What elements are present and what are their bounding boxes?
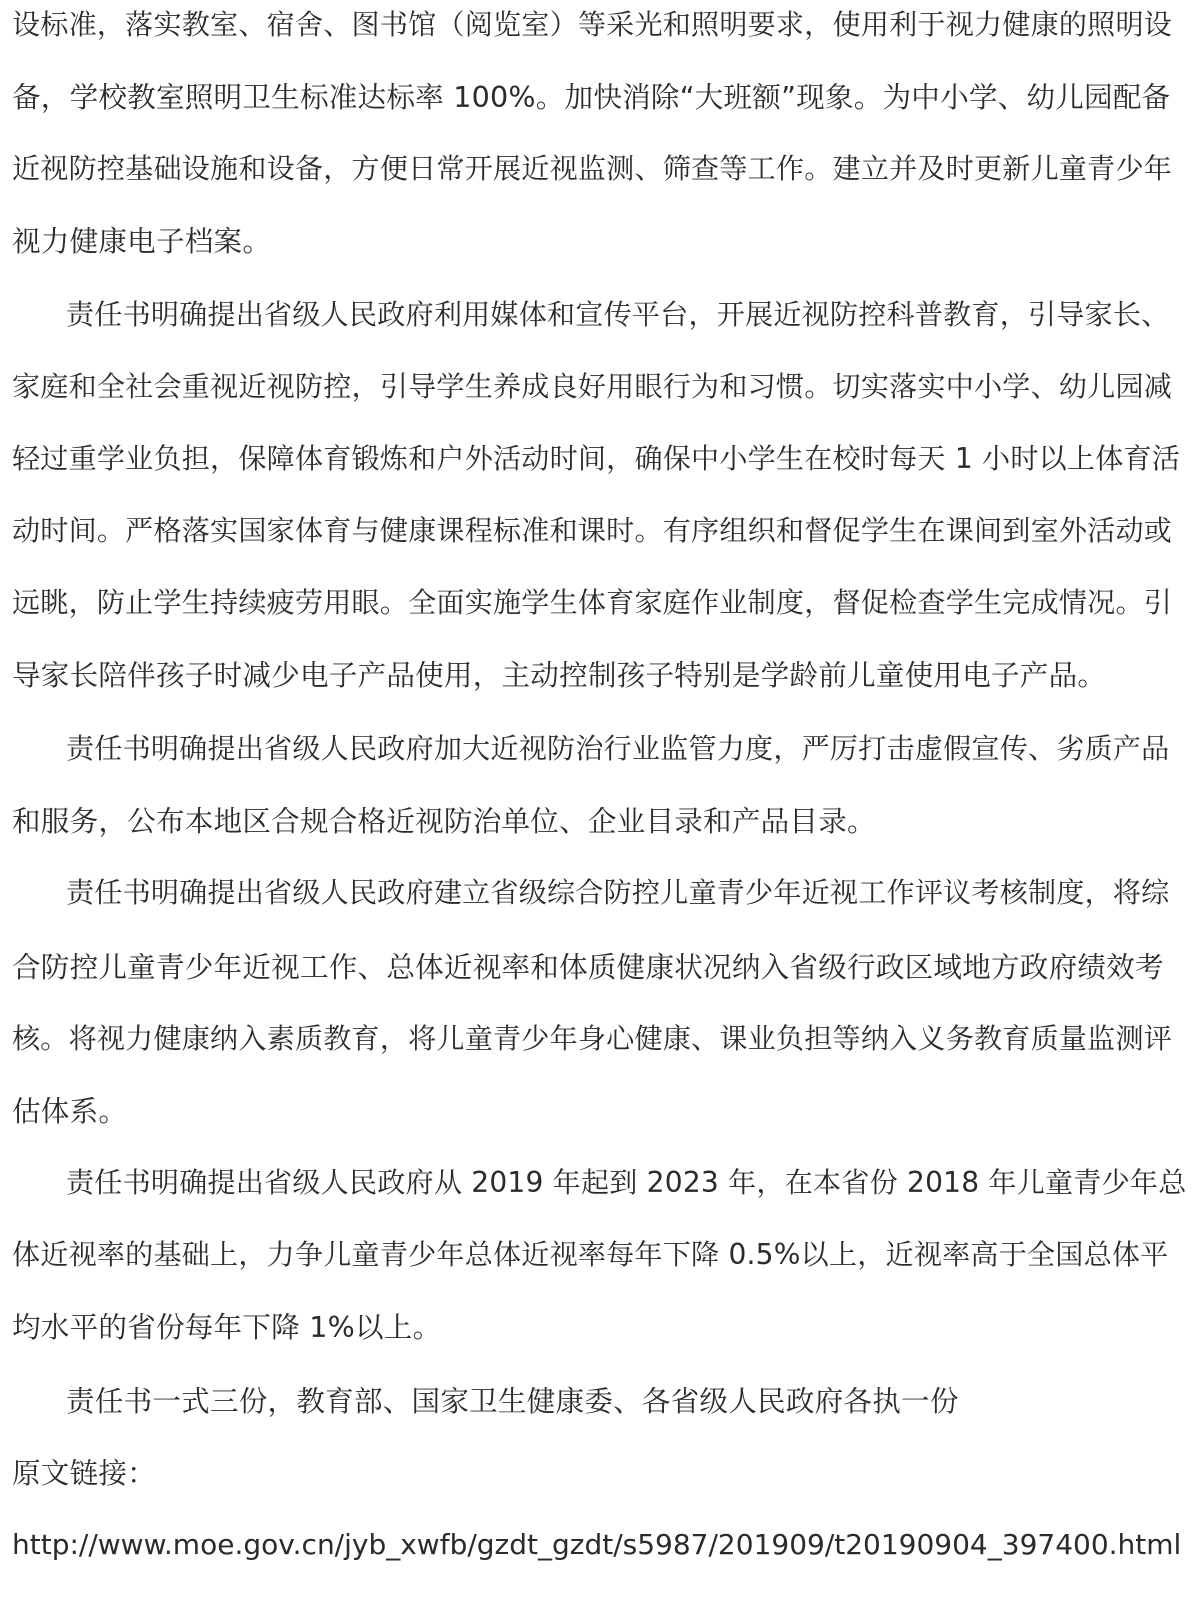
source-link[interactable]: http://www.moe.gov.cn/jyb_xwfb/gzdt_gzdt/s5987/201909/t20190904_397400.html (12, 1528, 1182, 1561)
text-line: 核。将视力健康纳入素质教育，将儿童青少年身心健康、课业负担等纳入义务教育质量监测评 (12, 1022, 1173, 1055)
text-line: 轻过重学业负担，保障体育锻炼和户外活动时间，确保中小学生在校时每天 1 小时以上体育活 (12, 442, 1181, 475)
text-line: 均水平的省份每年下降 1%以上。 (12, 1310, 442, 1344)
text-line: 和服务，公布本地区合规合格近视防治单位、企业目录和产品目录。 (12, 804, 876, 838)
text-line: 设标准，落实教室、宿舍、图书馆（阅览室）等采光和照明要求，使用利于视力健康的照明设 (12, 8, 1173, 41)
text-line: 责任书一式三份，教育部、国家卫生健康委、各省级人民政府各执一份 (66, 1384, 959, 1418)
text-line: 近视防控基础设施和设备，方便日常开展近视监测、筛查等工作。建立并及时更新儿童青少年 (12, 152, 1173, 185)
text-line: 视力健康电子档案。 (12, 224, 272, 258)
text-line: 责任书明确提出省级人民政府加大近视防治行业监管力度，严厉打击虚假宣传、劣质产品 (66, 732, 1170, 765)
text-line: 体近视率的基础上，力争儿童青少年总体近视率每年下降 0.5%以上，近视率高于全国总体平 (12, 1238, 1169, 1271)
text-line: 远眺，防止学生持续疲劳用眼。全面实施学生体育家庭作业制度，督促检查学生完成情况。引 (12, 586, 1173, 619)
text-line: 备，学校教室照明卫生标准达标率 100%。加快消除“大班额”现象。为中小学、幼儿园配备 (12, 80, 1171, 114)
source-label: 原文链接： (12, 1456, 156, 1490)
text-line: 估体系。 (12, 1094, 128, 1128)
text-line: 责任书明确提出省级人民政府从 2019 年起到 2023 年，在本省份 2018 年儿童青少年总 (66, 1166, 1187, 1199)
text-line: 动时间。严格落实国家体育与健康课程标准和课时。有序组织和督促学生在课间到室外活动或 (12, 514, 1173, 547)
text-line: 导家长陪伴孩子时减少电子产品使用，主动控制孩子特别是学龄前儿童使用电子产品。 (12, 658, 1107, 692)
text-line: 合防控儿童青少年近视工作、总体近视率和体质健康状况纳入省级行政区域地方政府绩效考 (12, 950, 1164, 984)
text-line: 责任书明确提出省级人民政府利用媒体和宣传平台，开展近视防控科普教育，引导家长、 (66, 298, 1170, 331)
text-line: 家庭和全社会重视近视防控，引导学生养成良好用眼行为和习惯。切实落实中小学、幼儿园减 (12, 370, 1173, 403)
text-line: 责任书明确提出省级人民政府建立省级综合防控儿童青少年近视工作评议考核制度，将综 (66, 876, 1170, 909)
